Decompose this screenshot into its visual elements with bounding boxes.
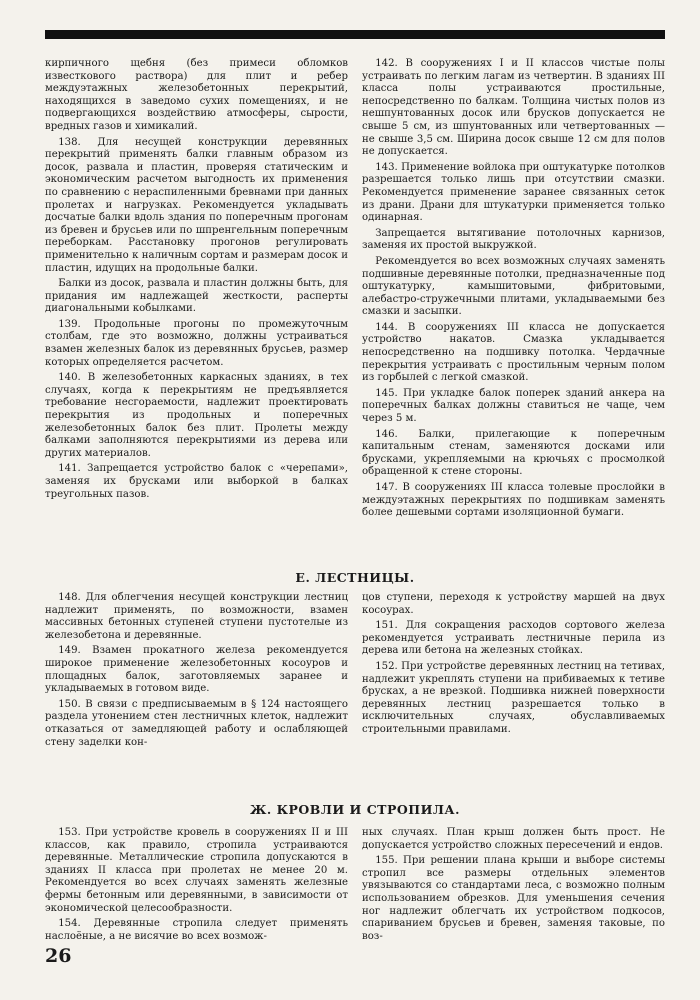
paragraph-150-continuation: цов ступени, переходя к устройству маршей на двух косоурах. xyxy=(362,592,665,616)
paragraph-148: 148. Для облегчения несущей конструкции лестниц надлежит применять, по возможности, взамен массивных бетонных ступеней ступени пустотелые из железобетона и деревянные. xyxy=(45,592,348,641)
roofs-left-column xyxy=(45,827,348,943)
section-heading-stairs: Е. ЛЕСТНИЦЫ. xyxy=(295,570,415,585)
page xyxy=(45,30,665,980)
roofs-right-column xyxy=(362,827,665,943)
paragraph-144: 144. В сооружениях III класса не допускается устройство накатов. Смазка укладывается непосредственно на подшивку потолка. Чердачные перекрытия устраивать с простильным черным полом из горбылей с легкой смазкой. xyxy=(362,321,665,384)
paragraph-146: 146. Балки, прилегающие к поперечным капитальным стенам, заменяются досками или брусками, укрепляемыми на крючьях с просмолкой обращенной к стене стороны. xyxy=(362,428,665,478)
paragraph-138-note: Балки из досок, развала и пластин должны быть, для придания им надлежащей жесткости, расперты диагональными кобылками. xyxy=(45,278,348,315)
section-heading-roofs: Ж. КРОВЛИ И СТРОПИЛА. xyxy=(250,802,460,817)
page-number: 26 xyxy=(45,945,72,967)
paragraph-153: 153. При устройстве кровель в сооружениях II и III классов, как правило, стропила устраиваются деревянные. Металлические стропила допускаются в зданиях II класса при пролетах не менее 20 м. Рекомендуется во всех случаях заменять железные фермы бетонным или деревянными, в зависимости от экономической целесообразности. xyxy=(45,827,348,914)
paragraph-149: 149. Взамен прокатного железа рекомендуется широкое применение железобетонных косоуров и площадных балок, заготовляемых заранее и укладываемых в готовом виде. xyxy=(45,645,348,695)
upper-right-column xyxy=(362,58,665,520)
paragraph-155: 155. При решении плана крыши и выборе системы стропил все размеры отдельных элементов увязываются со стандартами леса, с возможно полным использованием обрезков. Для уменьшения сечения ног надлежит облегчать их устройством подкосов, спариванием брусьев и бревен, заменяя таковые, по воз- xyxy=(362,855,665,942)
paragraph-142: 142. В сооружениях I и II классов чистые полы устраивать по легким лагам из четвертин. В зданиях III класса полы устраиваются простильные, непосредственно по балкам. Толщина чистых полов из нешпунтованных досок или брусков допускается не свыше 5 см, из шпунтованных или четвертованных — не свыше 3,5 см. Ширина досок свыше 12 см для полов не допускается. xyxy=(362,58,665,158)
paragraph-143-note-2: Рекомендуется во всех возможных случаях заменять подшивные деревянные потолки, предназначенные под оштукатурку, камышитовыми, фибритовыми, алебастро-стружечными плитами, укладываемыми без смазки и засыпки. xyxy=(362,255,665,318)
paragraph-continuation: кирпичного щебня (без примеси обломков известкового раствора) для плит и ребер междуэтажных железобетонных перекрытий, находящихся в заведомо сухих помещениях, и не подвергающихся воздействию атмосферы, сырости, вредных газов и химикалий. xyxy=(45,58,348,132)
paragraph-138: 138. Для несущей конструкции деревянных перекрытий применять балки главным образом из досок, развала и пластин, проверяя статическим и экономическим расчетом выгодность их применения по сравнению с нераспиленными бревнами при данных пролетах и нагрузках. Рекомендуется укладывать досчатые балки вдоль здания по поперечным прогонам из бревен и брусьев или по шпренгельным поперечным переборкам. Расстановку прогонов регулировать применительно к наличным сортам и размерам досок и пластин, идущих на продольные балки. xyxy=(45,136,348,274)
paragraph-141: 141. Запрещается устройство балок с «черепами», заменяя их брусками или выборкой в балках треугольных пазов. xyxy=(45,463,348,500)
stairs-right-column xyxy=(362,592,665,749)
stairs-left-column xyxy=(45,592,348,749)
upper-columns xyxy=(45,58,665,520)
paragraph-140: 140. В железобетонных каркасных зданиях, в тех случаях, когда к перекрытиям не предъявляется требование несгораемости, надлежит проектировать перекрытия из продольных и поперечных железобетонных балок без плит. Пролеты между балками заполняются перекрытиями из дерева или других материалов. xyxy=(45,372,348,459)
paragraph-143-note-1: Запрещается вытягивание потолочных карнизов, заменяя их простой выкружкой. xyxy=(362,227,665,252)
paragraph-154: 154. Деревянные стропила следует применять наслоёные, а не висячие во всех возмож- xyxy=(45,918,348,942)
paragraph-143: 143. Применение войлока при оштукатурке потолков разрешается только лишь при отсутствии смазки. Рекомендуется применение заранее связанных сеток из драни. Драни для штукатурки применяется только одинарная. xyxy=(362,161,665,224)
paragraph-150: 150. В связи с предписываемым в § 124 настоящего раздела утонением стен лестничных клеток, надлежит отказаться от замедляющей работу и ослабляющей стену заделки кон- xyxy=(45,698,348,748)
paragraph-151: 151. Для сокращения расходов сортового железа рекомендуется устраивать лестничные перила из дерева или бетона на железных стойках. xyxy=(362,620,665,657)
paragraph-154-continuation: ных случаях. План крыш должен быть прост. Не допускается устройство сложных пересечений и ендов. xyxy=(362,827,665,851)
paragraph-152: 152. При устройстве деревянных лестниц на тетивах, надлежит укреплять ступени на прибиваемых к тетиве брусках, а не врезкой. Подшивка нижней поверхности деревянных лестниц разрешается только в исключительных случаях, обуславливаемых строительными правилами. xyxy=(362,660,665,735)
top-rule xyxy=(45,30,665,39)
paragraph-145: 145. При укладке балок поперек зданий анкера на поперечных балках должны ставиться не чаще, чем через 5 м. xyxy=(362,387,665,425)
roofs-columns xyxy=(45,827,665,943)
paragraph-147: 147. В сооружениях III класса толевые прослойки в междуэтажных перекрытиях по подшивкам заменять более дешевыми сортами изоляционной бумаги. xyxy=(362,482,665,519)
paragraph-139: 139. Продольные прогоны по промежуточным столбам, где это возможно, должны устраиваться взамен железных балок из деревянных брусьев, размер которых определяется расчетом. xyxy=(45,318,348,368)
upper-left-column xyxy=(45,58,348,520)
stairs-columns xyxy=(45,592,665,749)
